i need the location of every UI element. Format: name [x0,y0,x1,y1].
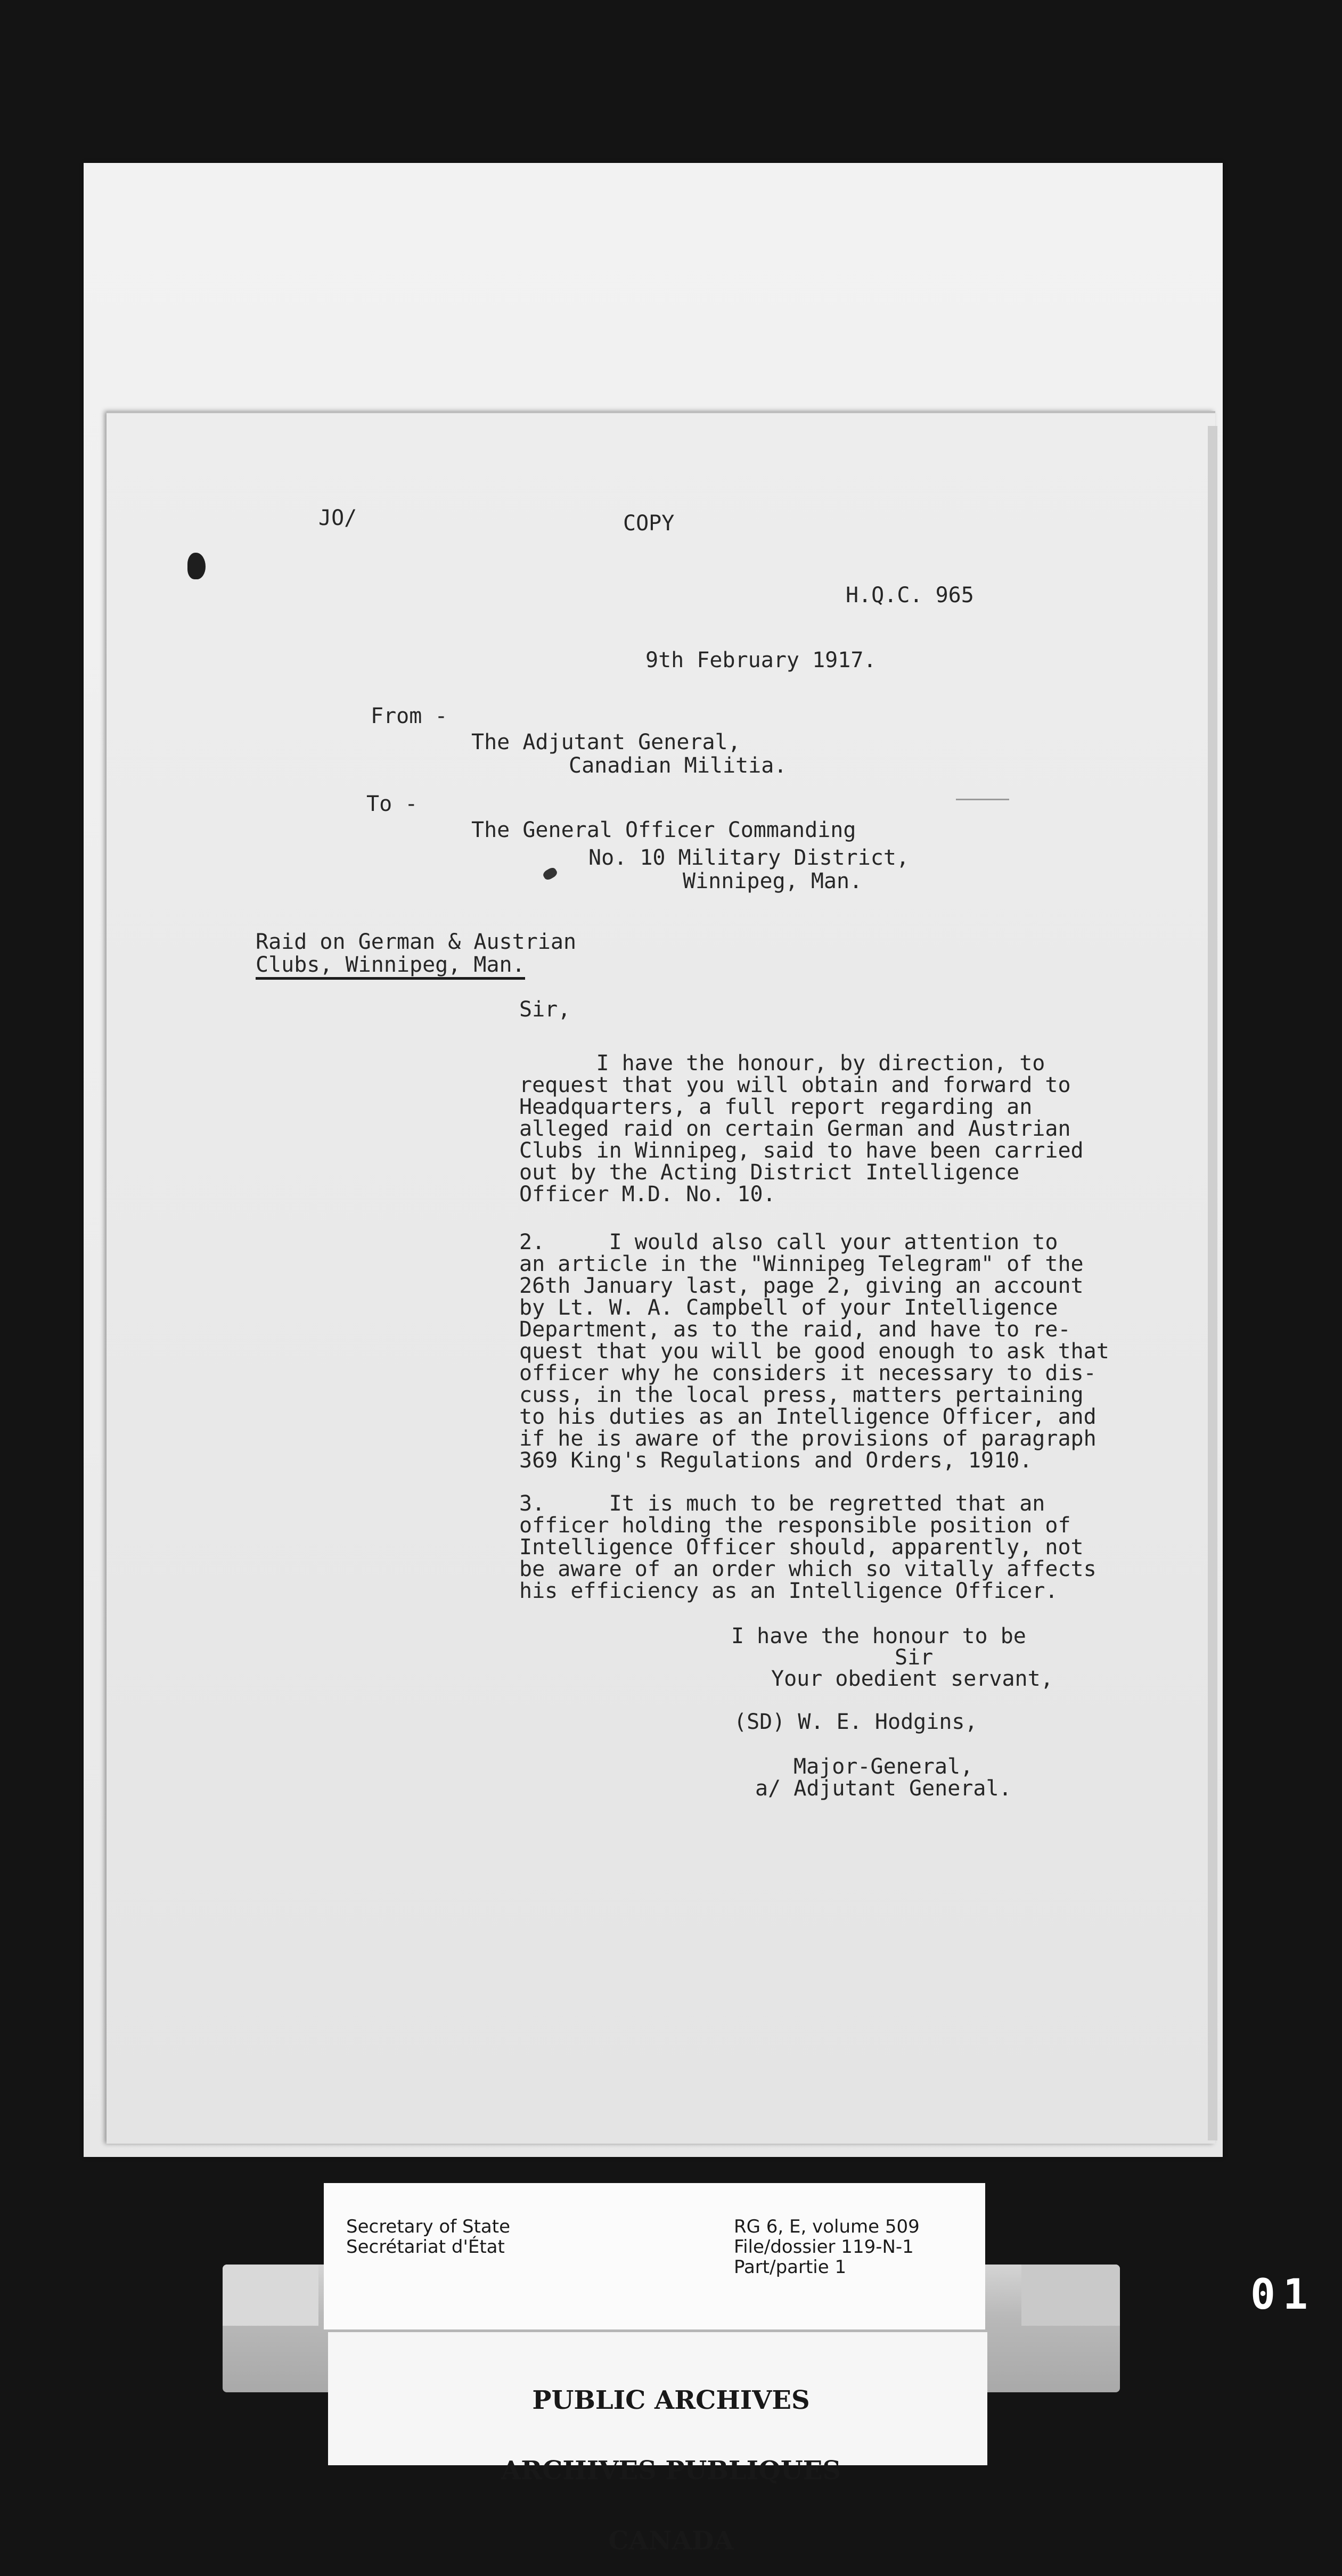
letter-date: 9th February 1917. [645,648,877,672]
from-line: Canadian Militia. [569,753,787,778]
stamp-line: PUBLIC ARCHIVES [532,2385,810,2415]
file-number: File/dossier 119-N-1 [734,2236,914,2258]
paragraph-line: Clubs in Winnipeg, said to have been carried [519,1138,1084,1163]
to-line: Winnipeg, Man. [683,869,863,893]
department-en: Secretary of State [346,2216,510,2237]
signer-title: Major-General, [793,1754,973,1779]
paragraph-line: 369 King's Regulations and Orders, 1910. [519,1448,1033,1473]
department-fr: Secrétariat d'État [346,2236,505,2258]
from-line: The Adjutant General, [471,730,741,754]
copy-mark: COPY [623,511,675,536]
initials: JO/ [318,506,357,530]
archive-label [324,2183,985,2329]
paragraph-line: 3. It is much to be regretted that an [519,1491,1045,1516]
stamp-line: CANADA [608,2526,734,2556]
to-label: To - [366,792,418,816]
to-line: The General Officer Commanding [471,818,856,842]
paragraph-line: request that you will obtain and forward to [519,1073,1071,1097]
paragraph-line: alleged raid on certain German and Austrian [519,1117,1071,1141]
paragraph-line: I have the honour, by direction, to [519,1051,1045,1076]
paragraph-line: Intelligence Officer should, apparently, not [519,1535,1084,1560]
part-number: Part/partie 1 [734,2257,847,2278]
subject-line: Clubs, Winnipeg, Man. [256,954,525,980]
paragraph-line: to his duties as an Intelligence Officer, and [519,1405,1096,1429]
signer-title: a/ Adjutant General. [755,1776,1012,1801]
pencil-mark [956,799,1009,800]
paragraph-line: 2. I would also call your attention to [519,1230,1058,1254]
paragraph-line: Officer M.D. No. 10. [519,1182,776,1207]
record-group: RG 6, E, volume 509 [734,2216,920,2237]
paragraph-line: Department, as to the raid, and have to re- [519,1317,1071,1342]
page-edge [1208,426,1217,2140]
stamp-line: ARCHIVES PUBLIQUES [501,2456,841,2485]
band-end [1021,2265,1120,2326]
paragraph-line: by Lt. W. A. Campbell of your Intelligence [519,1295,1058,1320]
from-label: From - [371,704,448,728]
closing-line: Your obedient servant, [771,1667,1053,1691]
paragraph-line: his efficiency as an Intelligence Officer. [519,1579,1058,1603]
file-reference: H.Q.C. 965 [846,583,974,608]
paragraph-line: be aware of an order which so vitally affects [519,1557,1096,1581]
paragraph-line: Headquarters, a full report regarding an [519,1095,1033,1119]
archive-stamp [405,2342,937,2576]
salutation: Sir, [519,997,571,1022]
paragraph-line: quest that you will be good enough to ask that [519,1339,1109,1364]
closing-line: Sir [895,1645,934,1670]
subject-line: Raid on German & Austrian [256,930,577,954]
paragraph-line: officer holding the responsible position of [519,1513,1071,1538]
signature: (SD) W. E. Hodgins, [734,1710,978,1734]
punch-mark [187,553,206,579]
paragraph-line: cuss, in the local press, matters pertaining [519,1383,1084,1407]
closing-line: I have the honour to be [731,1624,1026,1648]
paragraph-line: if he is aware of the provisions of paragraph [519,1426,1096,1451]
paragraph-line: 26th January last, page 2, giving an account [519,1274,1084,1298]
to-line: No. 10 Military District, [588,846,910,870]
paragraph-line: an article in the "Winnipeg Telegram" of the [519,1252,1084,1276]
band-end [223,2265,318,2326]
frame-counter: 01 [1250,2271,1315,2319]
paragraph-line: out by the Acting District Intelligence [519,1160,1020,1185]
paragraph-line: officer why he considers it necessary to dis- [519,1361,1096,1385]
